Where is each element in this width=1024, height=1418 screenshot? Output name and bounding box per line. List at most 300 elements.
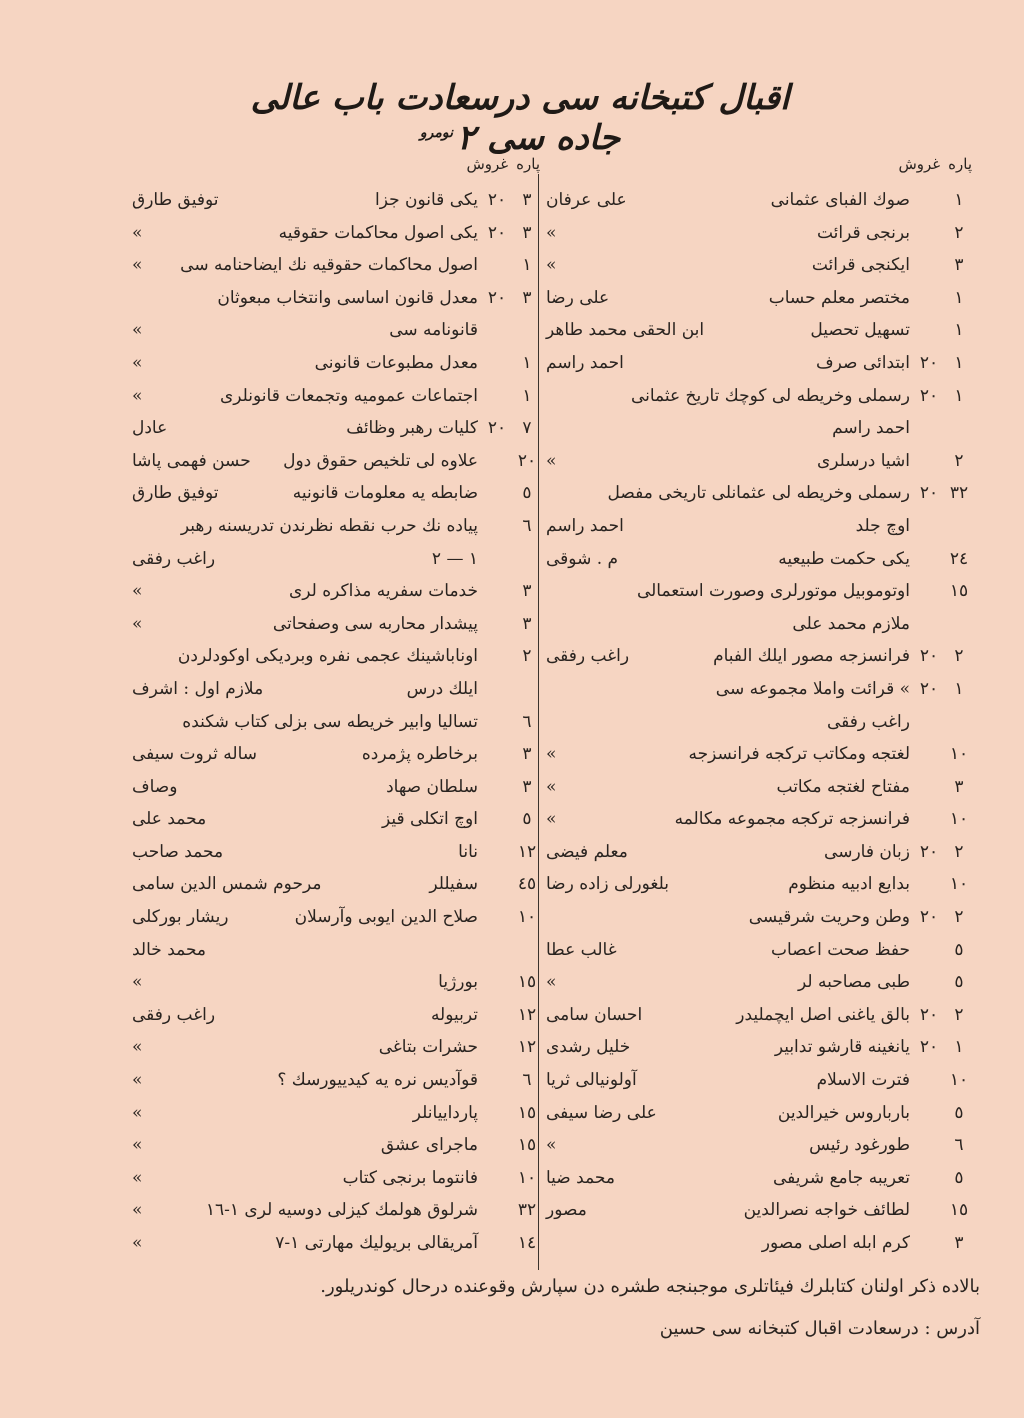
item-title-cell bbox=[542, 640, 910, 673]
list-item bbox=[542, 1129, 972, 1162]
item-title: بارباروس خیرالدین bbox=[777, 1102, 910, 1123]
item-title: فرانسزجه تركجه مجموعه مكالمه bbox=[674, 809, 910, 830]
item-title-cell bbox=[542, 184, 910, 217]
item-author: علی عرفان bbox=[546, 190, 627, 210]
item-price: ١ bbox=[954, 678, 964, 699]
item-price: ٦ bbox=[954, 1135, 964, 1156]
list-item bbox=[128, 445, 540, 478]
item-title: اوچ جلد bbox=[855, 515, 910, 536]
item-price: ١ bbox=[954, 1037, 964, 1058]
item-title-cell bbox=[542, 510, 910, 543]
list-item bbox=[542, 640, 972, 673]
item-price: ١٠ bbox=[949, 744, 969, 765]
list-item bbox=[128, 1227, 540, 1260]
item-qty: ٢٠ bbox=[487, 190, 507, 210]
item-title: بورژیا bbox=[438, 972, 478, 993]
item-title: نانا bbox=[458, 841, 478, 862]
item-title: برخاطره پژمرده bbox=[361, 744, 478, 765]
item-author: محمد علی bbox=[132, 809, 207, 830]
item-title: پیاده نك حرب نقطه نظرندن تدریسنه رهبر bbox=[180, 515, 478, 536]
title-text: اقبال كتبخانه سی درسعادت باب عالی جاده سی bbox=[250, 78, 790, 158]
item-author: » bbox=[132, 613, 143, 634]
item-author: » bbox=[132, 1200, 143, 1221]
item-title-cell bbox=[128, 510, 478, 543]
item-author: » bbox=[132, 222, 143, 243]
item-author: راغب رفقی bbox=[132, 548, 216, 569]
item-title: معدل قانون اساسی وانتخاب مبعوثان bbox=[217, 287, 478, 308]
list-item bbox=[128, 347, 540, 380]
item-title-cell bbox=[542, 803, 910, 836]
item-title-cell bbox=[542, 1194, 910, 1227]
item-title: » قرائت واملا مجموعه سی bbox=[715, 678, 910, 699]
item-title: وطن وحریت شرقیسی bbox=[748, 907, 910, 928]
item-author: » bbox=[546, 744, 557, 765]
list-item bbox=[128, 706, 540, 739]
item-title: اشیا درسلری bbox=[816, 450, 910, 471]
item-title: ایلك درس bbox=[406, 678, 478, 699]
list-item bbox=[542, 380, 972, 413]
item-author: » bbox=[132, 385, 143, 406]
item-author: » bbox=[546, 255, 557, 276]
item-title: تربیوله bbox=[430, 1004, 478, 1025]
item-author: غالب عطا bbox=[546, 939, 617, 960]
item-title: اوتوموبیل موتورلری وصورت استعمالی bbox=[636, 581, 910, 602]
item-price: ٣ bbox=[522, 613, 532, 634]
item-price: ١٥ bbox=[949, 581, 969, 602]
item-title-cell bbox=[128, 184, 478, 217]
item-title: صلاح الدین ایوبی وآرسلان bbox=[294, 907, 478, 928]
item-price: ١ bbox=[522, 255, 532, 276]
list-item bbox=[542, 543, 972, 576]
item-title: لغتجه ومكاتب تركجه فرانسزجه bbox=[688, 744, 910, 765]
item-title-cell bbox=[128, 901, 478, 934]
item-price: ٧ bbox=[522, 418, 532, 439]
item-title-cell bbox=[128, 412, 478, 445]
item-price: ٣٢ bbox=[517, 1200, 537, 1221]
item-title-cell bbox=[128, 1031, 478, 1064]
item-title: طبی مصاحبه لر bbox=[798, 972, 910, 993]
item-author: » bbox=[132, 1167, 143, 1188]
item-author: معلم فیضی bbox=[546, 841, 628, 862]
item-title: تعریبه جامع شریفی bbox=[772, 1167, 910, 1188]
item-author: » bbox=[132, 255, 143, 276]
list-item bbox=[128, 868, 540, 901]
item-title-cell bbox=[128, 575, 478, 608]
list-item bbox=[542, 1064, 972, 1097]
item-price: ١ bbox=[954, 190, 964, 210]
item-price: ١ bbox=[522, 385, 532, 406]
list-item bbox=[128, 380, 540, 413]
item-title-cell bbox=[542, 901, 910, 934]
item-title-cell bbox=[542, 1227, 910, 1260]
item-author: علی رضا سیفی bbox=[546, 1102, 657, 1123]
item-price: ١٥ bbox=[949, 1200, 969, 1221]
list-item bbox=[542, 901, 972, 934]
item-author: احسان سامی bbox=[546, 1004, 643, 1025]
item-title-cell bbox=[128, 934, 478, 967]
list-item bbox=[542, 966, 972, 999]
item-author: » bbox=[546, 972, 557, 993]
item-author: احمد راسم bbox=[546, 515, 624, 536]
item-title: قانونامه سی bbox=[389, 320, 478, 341]
list-item bbox=[128, 314, 540, 347]
item-title: اوچ اتكلی قیز bbox=[382, 809, 478, 830]
item-title: كلیات رهبر وظائف bbox=[346, 418, 478, 439]
item-author: » bbox=[546, 222, 557, 243]
item-title: فترت الاسلام bbox=[816, 1070, 910, 1091]
list-item bbox=[542, 445, 972, 478]
item-qty: ٢٠ bbox=[919, 907, 939, 928]
list-item bbox=[128, 1031, 540, 1064]
list-item bbox=[542, 999, 972, 1032]
item-author: » bbox=[132, 1070, 143, 1091]
item-author: » bbox=[132, 972, 143, 993]
list-item bbox=[128, 1162, 540, 1195]
list-item bbox=[128, 738, 540, 771]
list-item bbox=[128, 934, 540, 967]
item-title-cell bbox=[128, 1162, 478, 1195]
item-price: ٣٢ bbox=[949, 483, 969, 504]
item-qty: ٢٠ bbox=[919, 352, 939, 373]
item-qty: ٢٠ bbox=[487, 222, 507, 243]
item-title: معدل مطبوعات قانونی bbox=[314, 352, 478, 373]
list-item bbox=[542, 738, 972, 771]
item-title-cell bbox=[542, 1129, 910, 1162]
item-title-cell bbox=[128, 640, 478, 673]
item-price: ٣ bbox=[522, 776, 532, 797]
item-price: ١٠ bbox=[949, 1070, 969, 1091]
item-title-cell bbox=[128, 1064, 478, 1097]
item-title: رسملی وخریطه لی كوچك تاریخ عثمانی bbox=[630, 385, 910, 406]
list-item bbox=[128, 1129, 540, 1162]
item-author: توفیق طارق bbox=[132, 483, 219, 504]
item-qty: ٢٠ bbox=[487, 287, 507, 308]
header-qty: پاره bbox=[516, 155, 540, 173]
item-title-cell bbox=[542, 868, 910, 901]
item-price: ٣ bbox=[954, 1233, 964, 1253]
item-title-cell bbox=[542, 543, 910, 576]
item-price: ١٥ bbox=[517, 972, 537, 993]
list-item bbox=[128, 1097, 540, 1130]
item-title-cell bbox=[128, 803, 478, 836]
item-price: ٥ bbox=[954, 939, 964, 960]
header-qty: پاره bbox=[948, 155, 972, 173]
item-qty: ٢٠ bbox=[919, 1004, 939, 1025]
item-title: یكی قانون جزا bbox=[374, 190, 478, 210]
list-item bbox=[542, 477, 972, 510]
item-price: ١٥ bbox=[517, 1135, 537, 1156]
item-title-cell bbox=[128, 771, 478, 804]
item-price: ١٢ bbox=[517, 1037, 537, 1058]
item-title-cell bbox=[542, 1097, 910, 1130]
item-title-cell bbox=[128, 347, 478, 380]
item-title-cell bbox=[542, 347, 910, 380]
item-title-cell bbox=[542, 412, 910, 445]
list-item bbox=[542, 282, 972, 315]
item-price: ١ bbox=[954, 320, 964, 341]
item-title: یكی حكمت طبیعیه bbox=[778, 548, 910, 569]
item-title-cell bbox=[542, 608, 910, 641]
list-item bbox=[128, 640, 540, 673]
item-title-cell bbox=[128, 999, 478, 1032]
item-title: سلطان صهاد bbox=[386, 776, 478, 797]
item-author: ساله ثروت سیفی bbox=[132, 744, 257, 765]
item-title: پارداییانلر bbox=[412, 1102, 478, 1123]
item-title: مفتاح لغتجه مكاتب bbox=[776, 776, 910, 797]
item-title-cell bbox=[542, 1064, 910, 1097]
list-item bbox=[542, 1097, 972, 1130]
item-title: احمد راسم bbox=[832, 418, 910, 439]
item-title-cell bbox=[128, 314, 478, 347]
item-price: ١ bbox=[522, 352, 532, 373]
item-title-cell bbox=[542, 673, 910, 706]
footer-address: آدرس : درسعادت اقبال كتبخانه سی حسین bbox=[659, 1318, 980, 1339]
item-title: فرانسزجه مصور ایلك الفبام bbox=[713, 646, 910, 667]
list-item bbox=[128, 966, 540, 999]
item-price: ٢ bbox=[954, 646, 964, 667]
item-author: وصاف bbox=[132, 776, 178, 797]
item-author: ابن الحقی محمد طاهر bbox=[546, 320, 705, 341]
item-author: راغب رفقی bbox=[546, 646, 630, 667]
item-title-cell bbox=[128, 543, 478, 576]
item-price: ١ bbox=[954, 287, 964, 308]
list-item bbox=[128, 184, 540, 217]
item-title: اوناباشینك عجمی نفره وبردیكی اوكودلردن bbox=[177, 646, 478, 667]
item-title: یكی اصول محاكمات حقوقیه bbox=[278, 222, 478, 243]
item-title-cell bbox=[542, 706, 910, 739]
list-item bbox=[128, 771, 540, 804]
item-title: ابتدائی صرف bbox=[816, 352, 910, 373]
item-price: ٦ bbox=[522, 1070, 532, 1091]
list-item bbox=[128, 803, 540, 836]
item-title-cell bbox=[542, 999, 910, 1032]
list-item bbox=[128, 543, 540, 576]
item-price: ١ bbox=[954, 385, 964, 406]
item-author: » bbox=[132, 1135, 143, 1156]
item-title: مختصر معلم حساب bbox=[768, 287, 910, 308]
item-title-cell bbox=[542, 836, 910, 869]
item-author: » bbox=[546, 450, 557, 471]
item-title-cell bbox=[128, 282, 478, 315]
item-title: ملازم محمد علی bbox=[792, 613, 910, 634]
item-price: ٢ bbox=[954, 450, 964, 471]
item-price: ٥ bbox=[954, 1102, 964, 1123]
list-item bbox=[128, 999, 540, 1032]
list-item bbox=[128, 412, 540, 445]
header-price: غروش bbox=[466, 155, 509, 173]
item-price: ٢ bbox=[954, 222, 964, 243]
item-title: حفظ صحت اعصاب bbox=[771, 939, 910, 960]
item-title-cell bbox=[128, 1097, 478, 1130]
footer-note: بالاده ذكر اولنان كتابلرك فیئاتلری موجبنجه طشره دن سپارش وقوعنده درحال كوندریلور. bbox=[320, 1276, 980, 1297]
item-title: صوك الفبای عثمانی bbox=[770, 190, 910, 210]
item-price: ١٠ bbox=[517, 1167, 537, 1188]
item-author: » bbox=[132, 352, 143, 373]
list-item bbox=[128, 282, 540, 315]
item-title-cell bbox=[128, 706, 478, 739]
item-author: مرحوم شمس الدین سامی bbox=[132, 874, 322, 895]
list-item bbox=[128, 901, 540, 934]
item-price: ١٠ bbox=[517, 907, 537, 928]
item-price: ١ bbox=[954, 352, 964, 373]
item-qty: ٢٠ bbox=[919, 385, 939, 406]
item-title-cell bbox=[542, 217, 910, 250]
item-price: ٣ bbox=[954, 776, 964, 797]
item-author: » bbox=[546, 1135, 557, 1156]
item-title-cell bbox=[542, 738, 910, 771]
item-title: اصول محاكمات حقوقیه نك ایضاحنامه سی bbox=[180, 255, 478, 276]
item-title-cell bbox=[128, 477, 478, 510]
item-title: سفیللر bbox=[429, 874, 478, 895]
item-qty: ٢٠ bbox=[919, 483, 939, 504]
item-price: ٢ bbox=[954, 1004, 964, 1025]
list-item bbox=[128, 836, 540, 869]
list-item bbox=[542, 184, 972, 217]
item-price: ٣ bbox=[522, 190, 532, 210]
item-title: فانتوما برنجی كتاب bbox=[342, 1167, 478, 1188]
list-item bbox=[128, 249, 540, 282]
title-number: ٢ bbox=[457, 118, 476, 158]
list-item bbox=[542, 706, 972, 739]
item-title-cell bbox=[128, 1194, 478, 1227]
item-title-cell bbox=[542, 477, 910, 510]
item-title: شرلوق هولمك كیزلی دوسیه لری ١-١٦ bbox=[205, 1200, 478, 1221]
title-superscript: نومرو bbox=[419, 124, 453, 141]
list-item bbox=[128, 477, 540, 510]
item-title-cell bbox=[128, 380, 478, 413]
item-author: » bbox=[546, 809, 557, 830]
item-author: علی رضا bbox=[546, 287, 610, 308]
item-price: ١٢ bbox=[517, 1004, 537, 1025]
item-price: ٢٤ bbox=[949, 548, 969, 569]
item-title-cell bbox=[542, 966, 910, 999]
list-item bbox=[542, 868, 972, 901]
list-item bbox=[542, 608, 972, 641]
item-title: علاوه لی تلخیص حقوق دول bbox=[283, 450, 478, 471]
item-title: تسهیل تحصیل bbox=[810, 320, 910, 341]
item-title-cell bbox=[542, 249, 910, 282]
item-title-cell bbox=[128, 249, 478, 282]
item-title: تساليا وابير خريطه سی بزلی كتاب شكنده bbox=[182, 711, 478, 732]
item-title: كرم ابله اصلی مصور bbox=[761, 1233, 910, 1253]
list-item bbox=[542, 249, 972, 282]
right-column bbox=[542, 152, 972, 1270]
item-title-cell bbox=[128, 673, 478, 706]
item-title: اجتماعات عمومیه وتجمعات قانونلری bbox=[219, 385, 478, 406]
item-qty: ٢٠ bbox=[919, 678, 939, 699]
item-price: ٦ bbox=[522, 711, 532, 732]
item-title-cell bbox=[542, 282, 910, 315]
item-title: ایكنجی قرائت bbox=[811, 255, 910, 276]
item-price: ٥ bbox=[954, 1167, 964, 1188]
item-title: راغب رفقی bbox=[826, 711, 910, 732]
item-title: ضابطه یه معلومات قانونیه bbox=[292, 483, 478, 504]
item-author: » bbox=[132, 581, 143, 602]
item-author: محمد صاحب bbox=[132, 841, 224, 862]
item-title-cell bbox=[542, 314, 910, 347]
item-author: مصور bbox=[546, 1200, 587, 1221]
item-title: لطائف خواجه نصرالدین bbox=[743, 1200, 910, 1221]
item-price: ١٠ bbox=[949, 809, 969, 830]
item-author: » bbox=[132, 320, 143, 341]
item-price: ١٥ bbox=[517, 1102, 537, 1123]
list-item bbox=[542, 412, 972, 445]
list-item bbox=[542, 217, 972, 250]
item-author: محمد ضیا bbox=[546, 1167, 615, 1188]
left-rows bbox=[128, 184, 540, 1260]
item-title-cell bbox=[128, 608, 478, 641]
item-price: ١٤ bbox=[517, 1233, 537, 1253]
list-item bbox=[542, 771, 972, 804]
item-author: راغب رفقی bbox=[132, 1004, 216, 1025]
item-author: ملازم اول : اشرف bbox=[132, 678, 264, 699]
list-item bbox=[128, 1064, 540, 1097]
list-item bbox=[542, 510, 972, 543]
list-item bbox=[128, 1194, 540, 1227]
item-price: ٣ bbox=[522, 222, 532, 243]
list-item bbox=[128, 673, 540, 706]
item-author: حسن فهمی پاشا bbox=[132, 450, 251, 471]
item-title: بالق یاغنی اصل ایچملیدر bbox=[736, 1004, 910, 1025]
page-title bbox=[240, 78, 800, 158]
item-title-cell bbox=[128, 1129, 478, 1162]
item-price: ٢ bbox=[954, 907, 964, 928]
item-title: یانغینه قارشو تدابیر bbox=[774, 1037, 910, 1058]
item-price: ٥ bbox=[522, 809, 532, 830]
item-author: » bbox=[546, 776, 557, 797]
list-item bbox=[542, 1194, 972, 1227]
list-item bbox=[542, 347, 972, 380]
item-title-cell bbox=[542, 934, 910, 967]
list-item bbox=[542, 314, 972, 347]
list-item bbox=[128, 217, 540, 250]
left-column bbox=[128, 152, 540, 1270]
item-author: بلغورلی زاده رضا bbox=[546, 874, 669, 895]
list-item bbox=[128, 510, 540, 543]
item-title: قوآدیس نره یه كیدییورسك ؟ bbox=[277, 1070, 478, 1091]
item-qty: ٢٠ bbox=[487, 418, 507, 439]
item-title-cell bbox=[128, 966, 478, 999]
list-item bbox=[128, 608, 540, 641]
item-price: ٦ bbox=[522, 515, 532, 536]
item-title: برنجی قرائت bbox=[816, 222, 910, 243]
item-title: زبان فارسی bbox=[824, 841, 910, 862]
item-author: م . شوقی bbox=[546, 548, 619, 569]
item-title: حشرات بتاغی bbox=[378, 1037, 478, 1058]
list-item bbox=[542, 575, 972, 608]
item-title-cell bbox=[128, 836, 478, 869]
item-title-cell bbox=[128, 738, 478, 771]
item-author: احمد راسم bbox=[546, 352, 624, 373]
item-price: ١٢ bbox=[517, 841, 537, 862]
item-author: ریشار بوركلی bbox=[132, 907, 229, 928]
item-title-cell bbox=[542, 380, 910, 413]
item-qty: ٢٠ bbox=[919, 646, 939, 667]
item-author: آولونیالی ثریا bbox=[546, 1070, 637, 1091]
item-price: ٥ bbox=[954, 972, 964, 993]
item-title: پیشدار محاربه سی وصفحاتی bbox=[272, 613, 478, 634]
item-title-cell bbox=[542, 575, 910, 608]
item-qty: ٢٠ bbox=[919, 841, 939, 862]
right-column-header bbox=[542, 152, 972, 176]
item-qty: ٢٠ bbox=[919, 1037, 939, 1058]
item-price: ٣ bbox=[522, 744, 532, 765]
item-price: ٣ bbox=[522, 287, 532, 308]
item-price: ٤٥ bbox=[517, 874, 537, 895]
item-author: توفیق طارق bbox=[132, 190, 219, 210]
item-title-cell bbox=[542, 771, 910, 804]
item-title-cell bbox=[128, 217, 478, 250]
